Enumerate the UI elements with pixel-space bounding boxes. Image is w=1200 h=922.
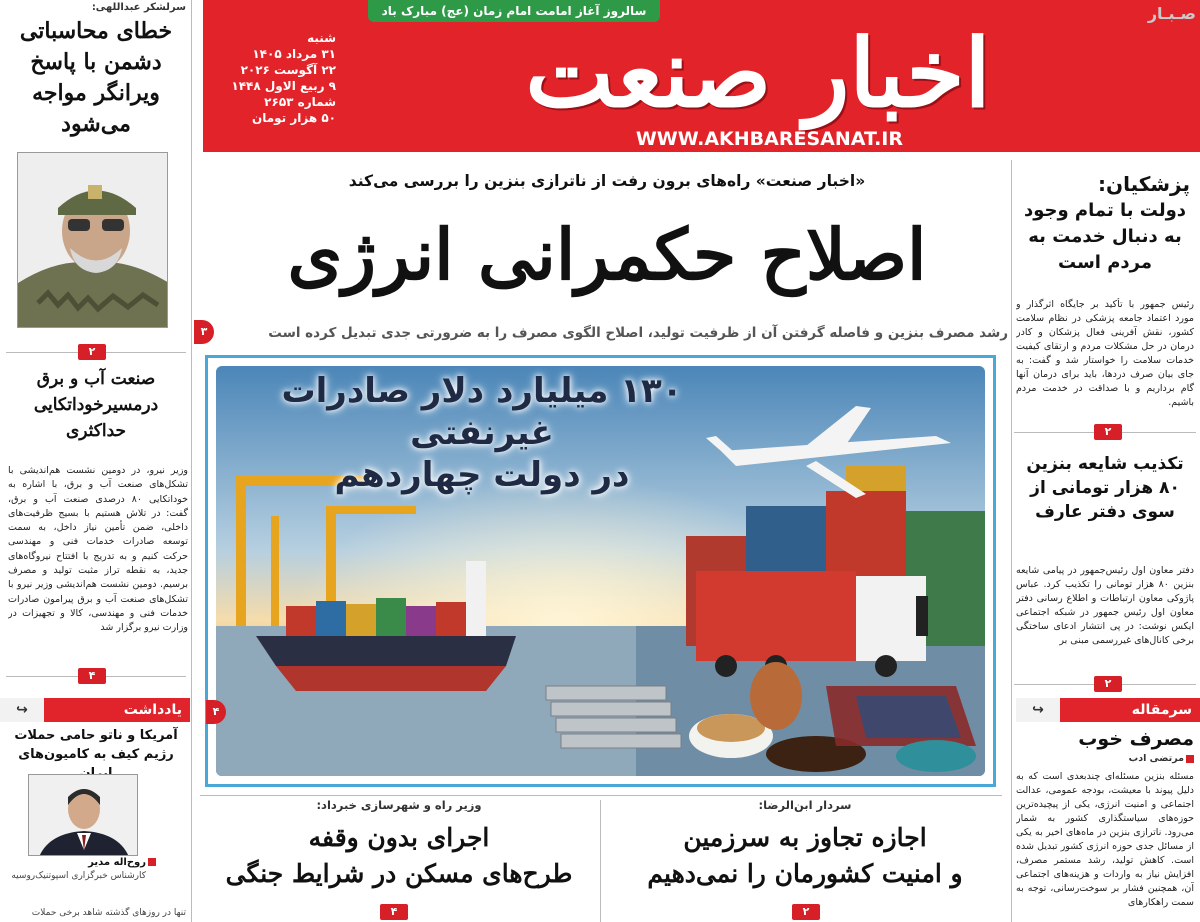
yaddasht-snippet: تنها در روزهای گذشته شاهد برخی حملات <box>31 908 186 918</box>
bottom-story-2-headline-2: و امنیت کشورمان را نمی‌دهیم <box>647 859 963 888</box>
page-tag[interactable]: ۲ <box>1094 424 1122 440</box>
bottom-story-1-headline-1: اجرای بدون وقفه <box>308 823 490 852</box>
share-arrow-icon: ↪ <box>1016 698 1060 722</box>
occasion-banner: سالروز آغاز امامت امام زمان (عج) مبارک باد <box>368 0 660 22</box>
corner-mark: صـبـار <box>1147 4 1196 23</box>
bottom-story-2-headline-1: اجازه تجاوز به سرزمین <box>683 823 927 852</box>
right-story1-headline: دولت با تمام وجود به دنبال خدمت به مردم است <box>1023 200 1187 273</box>
yaddasht-headline: آمریکا و ناتو حامی حملات رژیم کیف به کامیون‌های <box>14 728 178 762</box>
share-arrow-icon: ↪ <box>0 698 44 722</box>
center-kicker <box>206 168 1008 194</box>
page-tag[interactable]: ۴ <box>78 668 106 684</box>
author-photo <box>28 774 138 856</box>
commander-photo <box>17 152 168 328</box>
page-tag[interactable]: ۴ <box>206 700 226 724</box>
yaddasht-label: یادداشت <box>123 702 182 718</box>
photo-headline <box>232 370 732 496</box>
page-tag[interactable]: ۳ <box>194 320 214 344</box>
page-tag[interactable]: ۲ <box>1094 676 1122 692</box>
editorial-banner <box>1016 698 1200 722</box>
photo-headline-line-1: ۱۳۰ میلیارد دلار صادرات غیرنفتی <box>281 371 683 453</box>
editorial-label: سرمقاله <box>1131 702 1192 718</box>
author-name: روح‌اله مدیر <box>88 857 146 868</box>
page-tag[interactable]: ۲ <box>78 344 106 360</box>
author-marker <box>148 858 156 866</box>
date-solar: ۳۱ مرداد ۱۴۰۵ <box>252 47 336 61</box>
center-kicker-text: «اخبار صنعت» راه‌های برون رفت از ناترازی بنزین را بررسی می‌کند <box>348 172 866 190</box>
bottom-story-1-kicker: وزیر راه و شهرسازی خبرداد: <box>316 798 482 812</box>
editorial-author-marker <box>1186 755 1194 763</box>
main-subhead: رشد مصرف بنزین و فاصله گرفتن آن از ظرفیت تولید، اصلاح الگوی مصرف را به ضرورتی جدی تبدیل کرده است <box>268 325 1008 341</box>
editorial-headline: مصرف خوب <box>1078 728 1194 750</box>
right-story2-body: دفتر معاون اول رئیس‌جمهور در پیامی شایعه بنزین ۸۰ هزار تومانی را تکذیب کرد. عباس پاژوکی معاون ارتباطات و اطلاع رسانی دفتر معاون اول رئیس جمهور در شبکه اجتماعی ایکس نوشت: در پی انتشار ادعای ساختگی برخی کانال‌های غیررسمی مبنی بر <box>1016 565 1194 646</box>
right-story2-headline: تکذیب شایعه بنزین ۸۰ هزار تومانی از سوی دفتر عارف <box>1026 454 1184 522</box>
left-kicker: سرلشکر عبداللهی: <box>91 2 186 13</box>
editorial-author: مرتضی ادب <box>1128 753 1184 764</box>
photo-headline-line-2: در دولت چهاردهم <box>334 455 630 495</box>
bottom-story-2[interactable] <box>602 796 1008 922</box>
date-gregorian: ۲۲ آگوست ۲۰۲۶ <box>240 63 336 77</box>
bottom-story-1-headline-2: طرح‌های مسکن در شرایط جنگی <box>225 859 573 888</box>
issue-info <box>211 30 336 126</box>
author-role: کارشناس خبرگزاری اسپوتنیک‌روسیه <box>11 871 146 881</box>
main-headline: اصلاح حکمرانی انرژی <box>287 213 927 296</box>
yaddasht-banner <box>0 698 190 722</box>
editorial-body: مسئله بنزین مسئله‌ای چندبعدی است که به دلیل پیوند با معیشت، بودجه عمومی، عدالت اجتماعی و امنیت انرژی، یکی از پیچیده‌ترین حوزه‌های سیاستگذاری کشور به شمار می‌رود. ناترازی بنزین در ماه‌های اخیر به یکی از مسائل جدی حوزه انرژی کشور تبدیل شده است. کاهش تولید، رشد مستمر مصرف، افزایش نیاز به واردات و هزینه‌های اجتماعی آن، همچنین فشار بر سوخت‌رسانی، توجه به سمت راهکارهای <box>1016 771 1194 908</box>
bottom-story-1[interactable] <box>200 796 598 922</box>
masthead <box>203 0 1200 152</box>
left-story2-headline: صنعت آب و برق درمسیرخوداتکایی حداکثری <box>33 369 159 441</box>
issue-number: شماره ۲۶۵۳ <box>264 95 336 109</box>
bottom-story-2-kicker: سردار ابن‌الرضا: <box>758 798 852 812</box>
issue-day: شنبه <box>307 31 336 45</box>
logo: اخبار صنعت <box>525 19 991 129</box>
right-story1-kicker: پزشکیان: <box>1098 172 1190 196</box>
left-headline: خطای محاسباتی دشمن با پاسخ ویرانگر مواجه می‌شود <box>19 18 173 137</box>
issue-price: ۵۰ هزار تومان <box>251 111 336 125</box>
date-lunar: ۹ ربیع الاول ۱۴۴۸ <box>231 79 336 93</box>
left-story2-body: وزیر نیرو، در دومین نشست هم‌اندیشی با تشکل‌های صنعت آب و برق، با اشاره به خوداتکایی ۸۰ درصدی صنعت آب و برق، گفت: در تلاش هستیم با بسیج ظرفیت‌های داخلی، ضمن تأمین نیاز داخل، به سمت توسعه صادرات خدمات فنی و مهندسی حرکت کنیم و به تدریج با افتتاح نیروگاه‌های جدید، به نقطه تراز مثبت تولید و مصرف برسیم. دومین نشست هم‌اندیشی وزیر نیرو با تشکل‌های صنعت آب و برق پیرامون صادرات خدمات فنی و مهندسی، کالا و تجهیزات در وزارت نیرو برگزار شد <box>8 465 188 634</box>
page-tag[interactable]: ۲ <box>792 904 820 920</box>
feature-photo-frame <box>205 355 996 787</box>
right-story1-body: رئیس جمهور با تأکید بر جایگاه اثرگذار و مورد اعتماد جامعه پزشکی در نظام سلامت کشور، نقش آفرینی فعال پزشکان و کادر درمان در حل مشکلات مردم و ارتقای کیفیت خدمات سلامت را خواستار شد و گفت: به جای بیان صرف دردها، باید برای درمان آنها گام برداریم و با صداقت در خدمت مردم باشیم. <box>1016 299 1194 408</box>
page-tag[interactable]: ۴ <box>380 904 408 920</box>
website[interactable]: WWW.AKHBARESANAT.IR <box>635 128 903 150</box>
